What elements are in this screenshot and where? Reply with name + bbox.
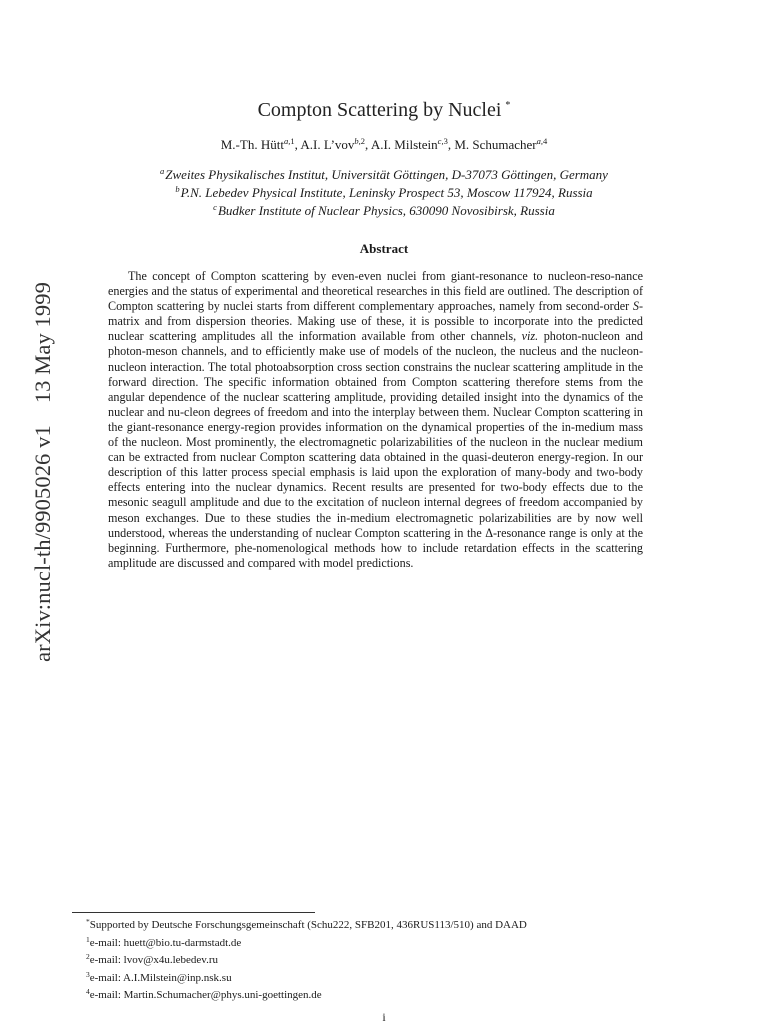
footnote-number: 4 xyxy=(543,136,548,146)
footnote-mark: 1 xyxy=(86,934,90,944)
abstract-italic-term: viz. xyxy=(521,329,539,344)
author-marks: b,2 xyxy=(354,136,366,146)
footnote-item xyxy=(86,933,527,951)
abstract-italic-term: S xyxy=(632,299,639,314)
abstract-paragraph xyxy=(108,269,643,571)
author-separator: , xyxy=(365,137,371,152)
affiliation-text: Zweites Physikalisches Institut, Universität Göttingen, D-37073 Göttingen, Germany xyxy=(165,167,608,182)
footnote-rule xyxy=(72,912,315,913)
affiliation-text: Budker Institute of Nuclear Physics, 630090 Novosibirsk, Russia xyxy=(217,203,555,218)
arxiv-identifier-stamp xyxy=(30,282,56,662)
affiliation-marker: a xyxy=(160,166,165,176)
author-name: M. Schumacher xyxy=(454,137,537,152)
footnote-item xyxy=(86,985,527,1003)
abstract-text: The concept of Compton scattering by even-even nuclei from giant-resonance to nucleon-reso-nance energies and the status of experimental and theoretical researches in this field are outlined. The description of Compton scattering by nuclei starts from different complementary approaches, namely from second-order xyxy=(108,269,643,314)
footnote-item xyxy=(86,915,527,933)
footnote-text: e-mail: huett@bio.tu-darmstadt.de xyxy=(89,936,242,949)
affiliation-line xyxy=(0,166,768,183)
footnotes xyxy=(86,915,527,1003)
title-text: Compton Scattering by Nuclei xyxy=(257,99,502,121)
footnote-number: 3 xyxy=(443,136,448,146)
abstract-text: photon-nucleon and photon-meson channels, and to efficiently make use of models of the nucleon, the nucleus and the nucleon-nucleon interaction. The total photoabsorption cross section constrains the nuclear scattering amplitude in the forward direction. The specific information obtained from Compton scattering therefore stems from the angular dependence of the nuclear scattering amplitude, providing detailed insight into the dynamics of the nuclear and nu-cleon degrees of freedom and into the interplay between them. Nuclear Compton scattering in the giant-resonance energy-region provides information on the dynamical properties of the in-medium mass of the nucleon. Most prominently, the electromagnetic polarizabilities of the nucleon in the nuclear medium can be extracted from nuclear Compton scattering data obtained in the quasi-deuteron energy-region. In our description of this latter process special emphasis is laid upon the exploration of many-body and two-body effects entering into the nuclear dynamics. Recent results are presented for two-body effects due to the mesonic seagull amplitude and due to the excitation of nucleon internal degrees of freedom accompanied by meson exchanges. Due to these studies the in-medium electromagnetic polarizabilities are by now well understood, whereas the understanding of nuclear Compton scattering in the Δ-resonance range is only at the beginning. Furthermore, phe-nomenological methods how to include retardation effects in the scattering amplitude are discussed and compared with model predictions. xyxy=(108,329,643,570)
footnote-item xyxy=(86,950,527,968)
footnote-text: e-mail: Martin.Schumacher@phys.uni-goettingen.de xyxy=(89,989,322,1002)
arxiv-date: 13 May 1999 xyxy=(30,282,55,404)
affiliation-letter: a xyxy=(536,136,541,146)
affiliation-marker: b xyxy=(175,184,180,194)
author-separator: , xyxy=(294,137,301,152)
abstract-heading: Abstract xyxy=(359,241,409,256)
affiliation-letter: a xyxy=(283,136,289,146)
author-name: A.I. L’vov xyxy=(300,137,355,152)
arxiv-id: arXiv:nucl-th/9905026 v1 xyxy=(30,425,55,662)
affiliation-letter: c xyxy=(437,136,442,146)
paper-title xyxy=(0,99,768,122)
affiliation-line xyxy=(0,202,768,219)
abstract-text: -matrix and from dispersion theories. Making use of these, it is possible to incorporate into the predicted nuclear scattering amplitudes all the information available from other channels, xyxy=(108,299,643,344)
footnote-number: 1 xyxy=(290,136,295,146)
footnote-mark: 3 xyxy=(86,969,90,979)
affiliation-text: P.N. Lebedev Physical Institute, Leninsky Prospect 53, Moscow 117924, Russia xyxy=(180,185,593,200)
author-marks: a,1 xyxy=(283,136,295,146)
author-name: M.-Th. Hütt xyxy=(220,137,284,152)
affiliation-line xyxy=(0,184,768,201)
footnote-text: e-mail: lvov@x4u.lebedev.ru xyxy=(89,954,218,967)
page-number: i xyxy=(382,1010,386,1024)
footnote-mark: 2 xyxy=(86,952,90,962)
footnote-mark: 4 xyxy=(86,987,90,997)
abstract-body xyxy=(108,269,643,571)
footnote-text: Supported by Deutsche Forschungsgemeinschaft (Schu222, SFB201, 436RUS113/510) and DAAD xyxy=(89,919,527,931)
author-name: A.I. Milstein xyxy=(370,137,438,152)
author-marks: a,4 xyxy=(536,136,548,146)
affiliation-marker: c xyxy=(213,202,217,212)
footnote-item xyxy=(86,968,527,986)
footnote-text: e-mail: A.I.Milstein@inp.nsk.su xyxy=(89,971,232,984)
author-list xyxy=(0,136,768,153)
author-separator: , xyxy=(447,137,455,152)
footnote-number: 2 xyxy=(360,136,366,146)
affiliation-letter: b xyxy=(354,136,359,146)
footnote-mark: * xyxy=(86,917,90,926)
author-marks: c,3 xyxy=(437,136,448,146)
title-footnote-mark: * xyxy=(505,100,511,111)
